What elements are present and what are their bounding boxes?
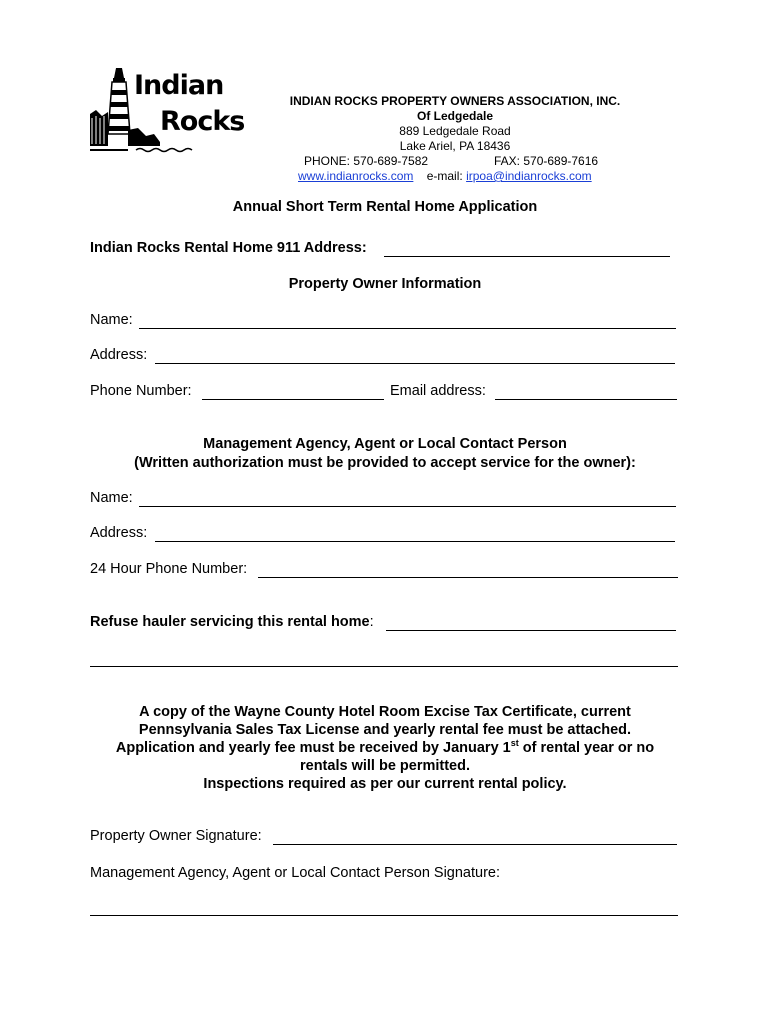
email-link[interactable]: irpoa@indianrocks.com <box>466 169 592 183</box>
org-street: 889 Ledgedale Road <box>399 124 511 138</box>
notice-line-4: rentals will be permitted. <box>299 758 470 774</box>
agency-phone-field[interactable] <box>258 577 678 578</box>
address-911-field[interactable] <box>384 256 670 257</box>
refuse-hauler-field[interactable] <box>386 630 676 631</box>
agency-address-field[interactable] <box>155 541 675 542</box>
owner-address-label: Address: <box>90 347 148 363</box>
header-contact-line <box>298 169 592 184</box>
owner-address-field[interactable] <box>155 363 675 364</box>
owner-name-label: Name: <box>90 312 133 328</box>
owner-signature-field[interactable] <box>273 844 677 845</box>
agency-phone-label: 24 Hour Phone Number: <box>90 561 248 577</box>
requirements-notice <box>70 703 700 793</box>
refuse-hauler-label: Refuse hauler servicing this rental home <box>90 614 370 630</box>
agency-address-label: Address: <box>90 525 148 541</box>
agency-name-label: Name: <box>90 490 133 506</box>
association-logo <box>88 64 245 154</box>
org-fax: FAX: 570-689-7616 <box>494 154 599 168</box>
owner-signature-label: Property Owner Signature: <box>90 828 262 844</box>
notice-line-1: A copy of the Wayne County Hotel Room Excise Tax Certificate, current <box>139 704 631 720</box>
email-label: e-mail: <box>426 169 463 183</box>
refuse-hauler-colon: : <box>369 614 374 630</box>
org-city: Lake Ariel, PA 18436 <box>399 139 511 153</box>
owner-section-heading: Property Owner Information <box>288 276 482 292</box>
logo-word-rocks: Rocks <box>160 106 245 137</box>
owner-phone-label: Phone Number: <box>90 383 192 399</box>
agency-section-heading: Management Agency, Agent or Local Contact Person <box>203 436 567 452</box>
agency-name-field[interactable] <box>139 506 676 507</box>
refuse-hauler-line <box>90 614 374 630</box>
owner-email-label: Email address: <box>390 383 486 399</box>
form-title: Annual Short Term Rental Home Application <box>232 199 538 215</box>
owner-phone-field[interactable] <box>202 399 384 400</box>
notice-line-5: Inspections required as per our current rental policy. <box>203 776 567 792</box>
notice-line-3: Application and yearly fee must be received by January 1st of rental year or no <box>115 738 655 756</box>
agency-section-subheading: (Written authorization must be provided to accept service for the owner): <box>134 455 636 471</box>
agency-signature-label: Management Agency, Agent or Local Contact Person Signature: <box>90 865 501 881</box>
address-911-label: Indian Rocks Rental Home 911 Address: <box>90 240 367 256</box>
logo-word-indian: Indian <box>134 70 224 101</box>
owner-name-field[interactable] <box>139 328 676 329</box>
org-subtitle: Of Ledgedale <box>416 109 493 123</box>
org-name: INDIAN ROCKS PROPERTY OWNERS ASSOCIATION, INC. <box>289 94 621 108</box>
refuse-hauler-field-continued[interactable] <box>90 666 678 667</box>
notice-line-2: Pennsylvania Sales Tax License and yearly rental fee must be attached. <box>138 722 632 738</box>
owner-email-field[interactable] <box>495 399 677 400</box>
agency-signature-field[interactable] <box>90 915 678 916</box>
org-phone: PHONE: 570-689-7582 <box>304 154 429 168</box>
website-link[interactable]: www.indianrocks.com <box>298 169 414 183</box>
